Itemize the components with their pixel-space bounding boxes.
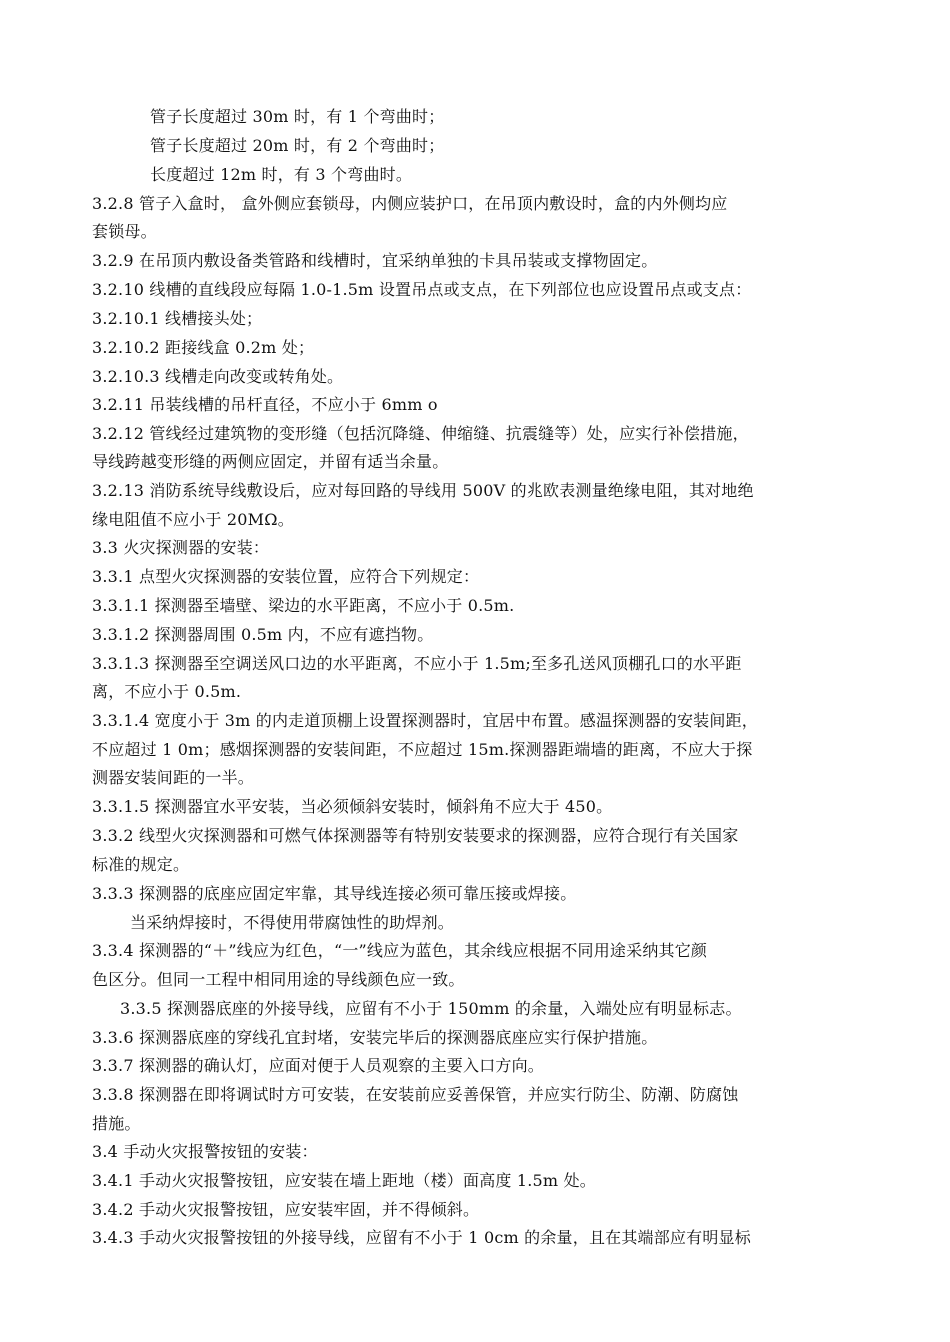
text-line: 3.3.1.3 探测器至空调送风口边的水平距离，不应小于 1.5m;至多孔送风顶棚孔口的水平距 bbox=[92, 654, 742, 673]
text-line: 3.3 火灾探测器的安装： bbox=[92, 538, 270, 557]
text-line: 3.3.3 探测器的底座应固定牢靠，其导线连接必须可靠压接或焊接。 bbox=[92, 884, 577, 903]
text-line: 色区分。但同一工程中相同用途的导线颜色应一致。 bbox=[92, 970, 465, 989]
text-line: 3.3.8 探测器在即将调试时方可安装，在安装前应妥善保管，并应实行防尘、防潮、防腐蚀 bbox=[92, 1085, 739, 1104]
text-line: 管子长度超过 20m 时，有 2 个弯曲时； bbox=[150, 136, 445, 155]
text-line: 导线跨越变形缝的两侧应固定，并留有适当余量。 bbox=[92, 452, 449, 471]
text-line: 3.2.10.3 线槽走向改变或转角处。 bbox=[92, 367, 344, 386]
text-line: 离，不应小于 0.5m. bbox=[92, 682, 242, 701]
text-line: 3.2.12 管线经过建筑物的变形缝（包括沉降缝、伸缩缝、抗震缝等）处，应实行补偿措施， bbox=[92, 424, 749, 443]
text-line: 3.2.10.2 距接线盒 0.2m 处； bbox=[92, 338, 315, 357]
text-line: 3.3.1.4 宽度小于 3m 的内走道顶棚上设置探测器时，宜居中布置。感温探测器的安装间距， bbox=[92, 711, 758, 730]
text-line: 3.3.7 探测器的确认灯，应面对便于人员观察的主要入口方向。 bbox=[92, 1056, 544, 1075]
text-line: 3.2.11 吊装线槽的吊杆直径，不应小于 6mm o bbox=[92, 395, 438, 414]
text-line: 3.3.4 探测器的“＋”线应为红色，“一”线应为蓝色，其余线应根据不同用途采纳其它颜 bbox=[92, 941, 708, 960]
text-line: 3.3.1 点型火灾探测器的安装位置，应符合下列规定： bbox=[92, 567, 480, 586]
text-line: 3.4.1 手动火灾报警按钮，应安装在墙上距地（楼）面高度 1.5m 处。 bbox=[92, 1171, 596, 1190]
text-line: 措施。 bbox=[92, 1114, 141, 1133]
text-line: 3.3.6 探测器底座的穿线孔宜封堵，安装完毕后的探测器底座应实行保护措施。 bbox=[92, 1028, 658, 1047]
text-line: 3.2.8 管子入盒时， 盒外侧应套锁母，内侧应装护口，在吊顶内敷设时，盒的内外侧均应 bbox=[92, 194, 728, 213]
text-line: 标准的规定。 bbox=[92, 855, 190, 874]
text-line: 测器安装间距的一半。 bbox=[92, 768, 255, 787]
text-line: 长度超过 12m 时，有 3 个弯曲时。 bbox=[150, 165, 413, 184]
text-line: 3.3.1.1 探测器至墙壁、梁边的水平距离，不应小于 0.5m. bbox=[92, 596, 515, 615]
text-line: 3.4.2 手动火灾报警按钮，应安装牢固，并不得倾斜。 bbox=[92, 1200, 480, 1219]
text-line: 套锁母。 bbox=[92, 222, 157, 241]
text-line: 当采纳焊接时，不得使用带腐蚀性的助焊剂。 bbox=[130, 913, 455, 932]
text-line: 3.3.1.2 探测器周围 0.5m 内，不应有遮挡物。 bbox=[92, 625, 434, 644]
text-line: 管子长度超过 30m 时，有 1 个弯曲时； bbox=[150, 107, 445, 126]
text-line: 3.3.5 探测器底座的外接导线，应留有不小于 150mm 的余量，入端处应有明显标志。 bbox=[120, 999, 742, 1018]
text-line: 3.4 手动火灾报警按钮的安装： bbox=[92, 1142, 318, 1161]
text-line: 3.2.10 线槽的直线段应每隔 1.0-1.5m 设置吊点或支点，在下列部位也应设置吊点或支点： bbox=[92, 280, 752, 299]
text-line: 3.3.1.5 探测器宜水平安装，当必须倾斜安装时，倾斜角不应大于 450。 bbox=[92, 797, 613, 816]
text-line: 3.4.3 手动火灾报警按钮的外接导线，应留有不小于 1 0cm 的余量，且在其端部应有明显标 bbox=[92, 1228, 751, 1247]
text-line: 缘电阻值不应小于 20MΩ。 bbox=[92, 510, 294, 529]
text-line: 3.2.13 消防系统导线敷设后，应对每回路的导线用 500V 的兆欧表测量绝缘电阻，其对地绝 bbox=[92, 481, 754, 500]
text-line: 3.3.2 线型火灾探测器和可燃气体探测器等有特别安装要求的探测器，应符合现行有关国家 bbox=[92, 826, 739, 845]
text-line: 3.2.9 在吊顶内敷设备类管路和线槽时，宜采纳单独的卡具吊装或支撑物固定。 bbox=[92, 251, 658, 270]
text-line: 不应超过 1 0m；感烟探测器的安装间距，不应超过 15m.探测器距端墙的距离，不应大于探 bbox=[92, 740, 753, 759]
text-line: 3.2.10.1 线槽接头处； bbox=[92, 309, 263, 328]
